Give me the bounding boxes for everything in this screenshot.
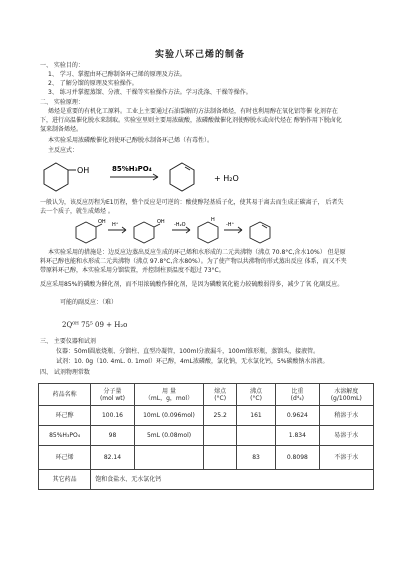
minus-h-plus-label: -H⁺ <box>226 222 235 228</box>
main-reaction-scheme <box>38 160 248 194</box>
carbocation-ring <box>198 222 218 243</box>
cyclohexene-structure <box>170 163 194 191</box>
side-reaction-equation: 2Q⁰ᴴ 75⁵ 09 + H₂o <box>62 321 128 329</box>
table-cell: 5mL (0.08mol) <box>134 426 204 446</box>
table-cell: 98 <box>91 426 135 446</box>
header-cell: 沸点 (°C) <box>236 384 275 406</box>
side-reaction-label: 可能的副反应：（难） <box>60 299 118 306</box>
table-row <box>39 406 374 426</box>
section1-item: 2、 了解分馏的原理及实验操作。 <box>48 80 138 87</box>
reaction-arrow <box>110 174 158 180</box>
h-plus-label: H⁺ <box>112 222 119 228</box>
physical-constants-table <box>38 383 374 490</box>
paragraph-line: 一般认为，该反应历程为E1历程，整个反应是可逆的：酸使醇羟基质子化，使其易于离去而生成正碳离子， 后者失 <box>40 199 344 206</box>
table-cell: 85%H₃PO₄ <box>39 426 91 446</box>
paragraph-line: 带原料环己醇，本实验采用分馏装置，并控制柱顶温度不超过 73°C。 <box>40 267 225 274</box>
table-cell <box>204 446 237 470</box>
section2-heading: 二、 实验原理： <box>40 99 84 106</box>
cyclohexanol-structure <box>44 163 76 191</box>
paragraph-line: 氢来制备烯烃。 <box>40 126 83 133</box>
table-header-row <box>39 384 374 406</box>
table-cell: 其它药品 <box>39 470 91 490</box>
table-cell <box>204 426 237 446</box>
paragraph-line: 本实验采用的措施是：边反应边蒸出反应生成的环己烯和水形成的二元共沸物（沸点 70.8°C,含水10%） 但是原 <box>48 249 346 256</box>
water-product: + H₂O <box>214 174 239 183</box>
table-cell: 0.9624 <box>276 406 320 426</box>
table-cell: 82.14 <box>91 446 135 470</box>
table-cell: 100.16 <box>91 406 135 426</box>
h-label: H <box>211 217 215 223</box>
table-cell: 不溶于水 <box>319 446 373 470</box>
section1-item: 1、 学习、掌握由环己醇制备环己烯的原理及方法。 <box>48 71 186 78</box>
table-cell: 环己烯 <box>39 446 91 470</box>
paragraph-line: 料环己醇也能和水形成二元共沸物（沸点 97.8°C,含水80%）。为了使产物以共沸物的形式蒸出反应 体系，而又不夹 <box>40 258 347 265</box>
reagents-line: 试剂：10. 0g（10. 4mL. 0. 1mol）环己醇，4mL浓磷酸，氯化钠，无水氯化钙，5%碳酸钠水溶液。 <box>56 358 329 365</box>
cyclohexene-ring <box>250 222 270 243</box>
minus-water-label: -H₂O <box>174 222 186 228</box>
table-cell <box>134 446 204 470</box>
section1-heading: 一、 实验目的： <box>40 62 84 69</box>
section4-heading: 四、 试剂物理常数 <box>40 369 90 376</box>
header-cell: 药品名称 <box>39 384 91 406</box>
paragraph-line: 本实验采用浓磷酸催化剂使环己醇脱水制备环己烯（有毒性）。 <box>48 137 214 144</box>
paragraph-line: 烯烃是重要的有机化工原料。工业上主要通过石油裂解的方法制备烯烃，有时也利用醇在氧化铝等催 化剂存在 <box>48 108 338 115</box>
hydroxyl-label: OH <box>77 166 90 175</box>
table-cell: 10mL (0.096mol) <box>134 406 204 426</box>
table-cell: 161 <box>236 406 275 426</box>
table-cell: 环己醇 <box>39 406 91 426</box>
section1-item: 3、 练习并掌握蒸馏、分液、干燥等实验操作方法。学习洗涤、干燥等操作。 <box>48 89 252 96</box>
cyclohexanol-ring <box>76 222 96 243</box>
table-cell: 83 <box>236 446 275 470</box>
instruments-line: 仪器：50ml圆底烧瓶、分馏柱、直型冷凝管，100ml分液漏斗，100ml锥形瓶，蒸馏头，接液管。 <box>56 348 320 355</box>
header-cell: 水溶解度 (g/100mL) <box>319 384 373 406</box>
document-title: 实验八环己烯的制备 <box>154 50 245 60</box>
paragraph-line: 反应采用85%的磷酸为催化剂，而不用浓硫酸作催化剂，是因为磷酸氧化能力较硫酸弱得多，减少了氧 化副反应。 <box>40 281 344 288</box>
header-cell: 比重 (d⁴₄) <box>276 384 320 406</box>
table-cell: 25.2 <box>204 406 237 426</box>
section3-heading: 三、 主要仪器和试剂 <box>40 338 96 345</box>
oh-label: OH <box>98 219 106 225</box>
catalyst-label: 85%H₃PO₄ <box>112 165 152 173</box>
paragraph-line: 去一个质子，就生成烯烃 。 <box>40 208 114 215</box>
table-row <box>39 446 374 470</box>
main-reaction-label: 主反应式： <box>48 147 79 154</box>
table-cell: 饱和食盐水、无水氯化钙 <box>91 470 374 490</box>
table-row <box>39 426 374 446</box>
header-cell: 用 量 （mL，g，mol） <box>134 384 204 406</box>
oxonium-ring <box>134 222 154 243</box>
paragraph-line: 下，进行高温催化脱水来制取。实验室里则主要用浓硫酸，浓磷酸做催化剂使醇脱水或卤代烃在 醇钠作用下脱卤化 <box>40 117 342 124</box>
table-cell: 0.8098 <box>276 446 320 470</box>
header-cell: 分子量 (mol wt) <box>91 384 135 406</box>
table-cell <box>236 426 275 446</box>
oh-label: OH <box>157 219 165 225</box>
table-row-other <box>39 470 374 490</box>
table-cell: 易溶于水 <box>319 426 373 446</box>
table-cell: 稍溶于水 <box>319 406 373 426</box>
mechanism-scheme <box>72 214 312 246</box>
header-cell: 熔点 (°C) <box>204 384 237 406</box>
table-cell: 1.834 <box>276 426 320 446</box>
